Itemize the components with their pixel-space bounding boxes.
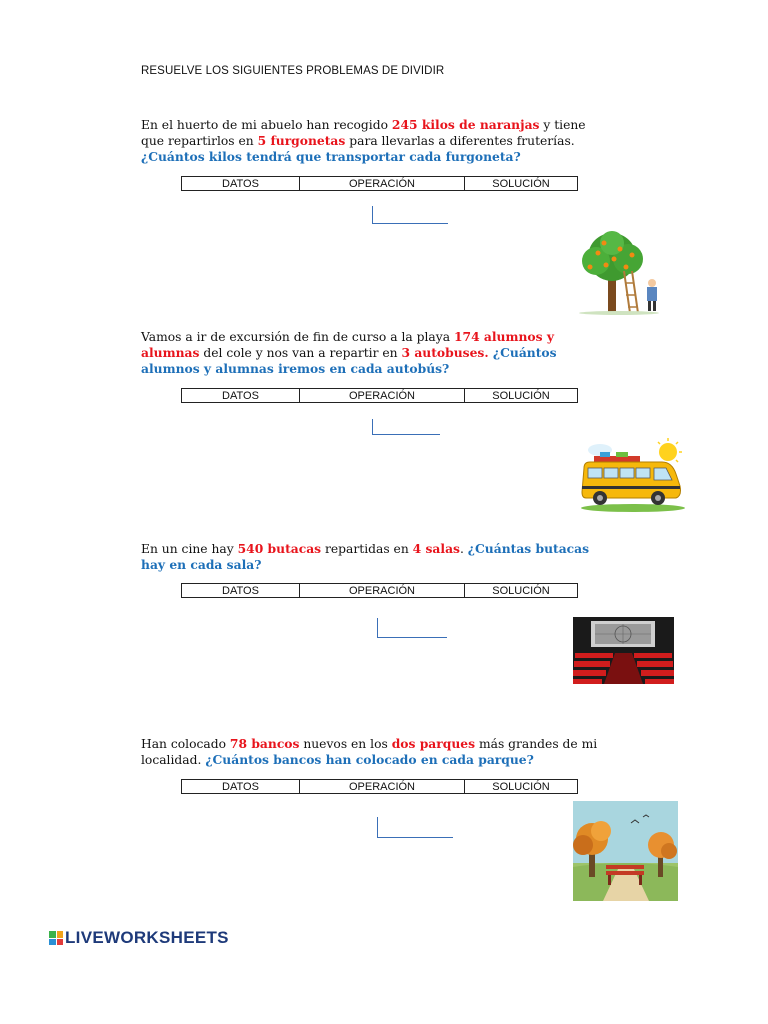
problem-4-quantity: 78 bancos	[229, 736, 300, 751]
operacion-header[interactable]: OPERACIÓN	[300, 584, 465, 597]
problem-3-text-a: En un cine hay	[141, 542, 238, 556]
problem-2-text-a: Vamos a ir de excursión de fin de curso a la playa	[141, 330, 454, 344]
school-bus-image	[580, 438, 686, 512]
problem-2-text	[141, 329, 611, 377]
problem-4-divisor: dos parques	[391, 736, 476, 751]
problem-2-text-b: del cole y nos van a repartir en	[199, 346, 402, 360]
datos-header[interactable]: DATOS	[182, 780, 300, 793]
problem-1-divisor: 5 furgonetas	[257, 133, 346, 148]
problem-3-divisor: 4 salas	[412, 541, 460, 556]
problem-2-text-c: .	[484, 345, 493, 360]
problem-2-table	[181, 388, 578, 403]
solucion-header[interactable]: SOLUCIÓN	[492, 177, 550, 190]
solucion-header[interactable]: SOLUCIÓN	[492, 389, 550, 402]
operacion-header[interactable]: OPERACIÓN	[300, 389, 465, 402]
division-bracket-1[interactable]	[372, 206, 448, 224]
liveworksheets-logo-text: LIVEWORKSHEETS	[65, 928, 229, 947]
operacion-header[interactable]: OPERACIÓN	[300, 177, 465, 190]
problem-1-text	[141, 117, 611, 165]
problem-4-table	[181, 779, 578, 794]
solucion-header[interactable]: SOLUCIÓN	[492, 780, 550, 793]
problem-4-text-b: nuevos en los	[299, 737, 392, 751]
orange-tree-image	[576, 231, 662, 315]
problem-3-question: ¿Cuántas butacas hay en cada sala?	[141, 541, 590, 572]
problem-2-divisor: 3 autobuses	[401, 345, 485, 360]
datos-header[interactable]: DATOS	[182, 389, 300, 402]
problem-1-question: ¿Cuántos kilos tendrá que transportar cada furgoneta?	[141, 149, 521, 164]
problem-2-quantity: 174 alumnos y alumnas	[141, 329, 554, 360]
problem-3-table	[181, 583, 578, 598]
problem-4-text-a: Han colocado	[141, 737, 230, 751]
problem-1-table	[181, 176, 578, 191]
solucion-header[interactable]: SOLUCIÓN	[492, 584, 550, 597]
problem-1-text-c: para llevarlas a diferentes fruterías.	[345, 134, 575, 148]
datos-header[interactable]: DATOS	[182, 177, 300, 190]
operacion-header[interactable]: OPERACIÓN	[300, 780, 465, 793]
problem-3-text-c: .	[459, 542, 468, 556]
problem-4-text-c: más grandes de mi localidad.	[141, 737, 598, 767]
liveworksheets-logo-icon	[49, 931, 63, 945]
worksheet-heading: RESUELVE LOS SIGUIENTES PROBLEMAS DE DIVIDIR	[141, 65, 445, 77]
problem-1-text-a: En el huerto de mi abuelo han recogido	[141, 118, 392, 132]
division-bracket-3[interactable]	[377, 618, 447, 638]
liveworksheets-logo	[49, 928, 229, 948]
park-image	[573, 801, 678, 901]
problem-1-text-b: y tiene que repartirlos en	[141, 118, 586, 148]
datos-header[interactable]: DATOS	[182, 584, 300, 597]
problem-1-quantity: 245 kilos de naranjas	[391, 117, 540, 132]
problem-3-quantity: 540 butacas	[237, 541, 322, 556]
problem-4-text	[141, 736, 611, 768]
problem-4-question: ¿Cuántos bancos han colocado en cada parque?	[205, 752, 534, 767]
division-bracket-2[interactable]	[372, 419, 440, 435]
cinema-image	[573, 617, 674, 684]
problem-3-text	[141, 541, 611, 573]
problem-2-question: ¿Cuántos alumnos y alumnas iremos en cada autobús?	[141, 345, 557, 376]
division-bracket-4[interactable]	[377, 817, 453, 838]
problem-3-text-b: repartidas en	[321, 542, 413, 556]
